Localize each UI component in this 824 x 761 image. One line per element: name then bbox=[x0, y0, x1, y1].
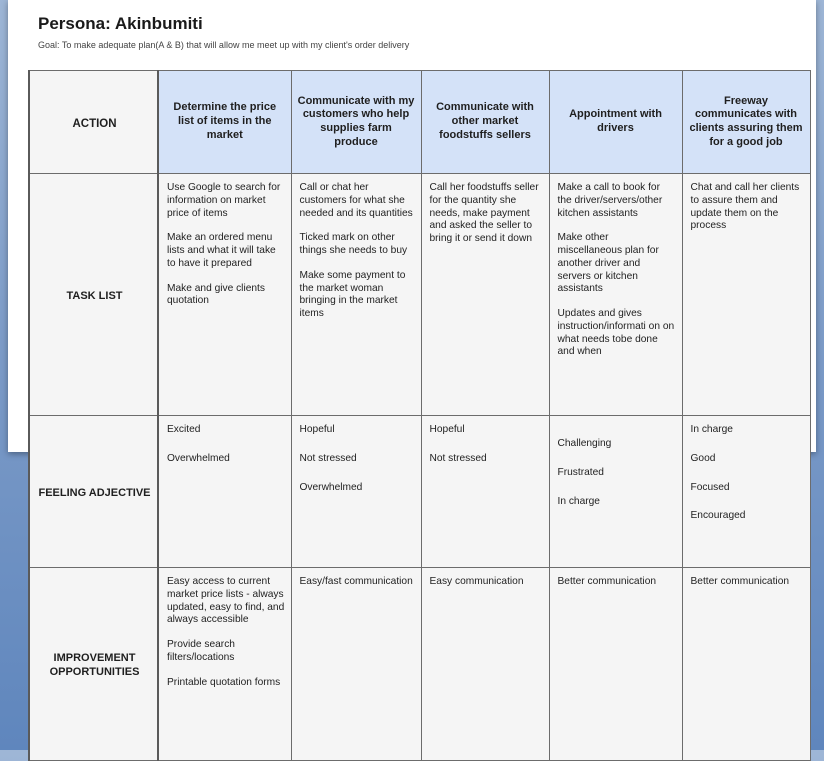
improvement-cell bbox=[158, 568, 291, 761]
feeling-item: Focused bbox=[690, 481, 730, 493]
feeling-item: In charge bbox=[690, 424, 733, 435]
feeling-row bbox=[29, 416, 810, 568]
improvement-item: Provide search filters/locations bbox=[167, 639, 235, 663]
persona-goal: Goal: To make adequate plan(A & B) that will allow me meet up with my client's order delivery bbox=[38, 40, 410, 50]
feeling-cell bbox=[158, 416, 291, 568]
feeling-item: Encouraged bbox=[690, 510, 746, 522]
feeling-item: Hopeful bbox=[299, 424, 335, 435]
column-header: Determine the price list of items in the market bbox=[158, 71, 291, 174]
feeling-cell bbox=[549, 416, 682, 568]
task-cell bbox=[549, 174, 682, 416]
improvement-item: Easy/fast communication bbox=[299, 576, 413, 587]
feeling-item: Hopeful bbox=[429, 424, 465, 435]
improvement-cell bbox=[291, 568, 421, 761]
task-item: Make other miscellaneous plan for another driver and servers or kitchen assistants bbox=[557, 232, 659, 295]
feeling-cell bbox=[682, 416, 810, 568]
action-header: ACTION bbox=[29, 71, 158, 174]
task-item: Make and give clients quotation bbox=[167, 282, 265, 307]
feeling-item: Excited bbox=[167, 424, 201, 435]
feeling-cell bbox=[291, 416, 421, 568]
row-label-improvement: IMPROVEMENT OPPORTUNITIES bbox=[29, 568, 158, 761]
task-cell bbox=[421, 174, 549, 416]
task-item: Ticked mark on other things she needs to buy bbox=[299, 232, 408, 256]
feeling-item: Overwhelmed bbox=[167, 452, 230, 464]
improvement-cell bbox=[549, 568, 682, 761]
improvement-item: Better communication bbox=[690, 576, 790, 587]
improvement-item: Printable quotation forms bbox=[167, 676, 281, 688]
improvement-item: Easy access to current market price lists - always updated, easy to find, and always accessible bbox=[167, 576, 285, 626]
improvement-item: Better communication bbox=[557, 576, 657, 587]
task-list-row bbox=[29, 174, 810, 416]
task-item: Chat and call her clients to assure them and update them on the process bbox=[690, 182, 800, 232]
task-item: Call or chat her customers for what she needed and its quantities bbox=[299, 182, 413, 219]
feeling-item: Not stressed bbox=[299, 452, 357, 464]
task-cell bbox=[682, 174, 810, 416]
task-item: Make a call to book for the driver/servers/other kitchen assistants bbox=[557, 182, 663, 219]
feeling-item: Good bbox=[690, 452, 716, 464]
improvement-cell bbox=[421, 568, 549, 761]
feeling-item: In charge bbox=[557, 495, 600, 507]
row-label-feeling: FEELING ADJECTIVE bbox=[29, 416, 158, 568]
feeling-cell bbox=[421, 416, 549, 568]
task-item: Use Google to search for information on market price of items bbox=[167, 182, 281, 219]
improvement-row bbox=[29, 568, 810, 761]
column-header: Communicate with my customers who help supplies farm produce bbox=[291, 71, 421, 174]
feeling-item: Not stressed bbox=[429, 452, 487, 464]
task-cell bbox=[291, 174, 421, 416]
row-label-task-list: TASK LIST bbox=[29, 174, 158, 416]
task-item: Call her foodstuffs seller for the quantity she needs, make payment and asked the seller to bring it or send it down bbox=[429, 182, 539, 244]
task-item: Make an ordered menu lists and what it will take to have it prepared bbox=[167, 232, 276, 269]
task-cell bbox=[158, 174, 291, 416]
task-item: Updates and gives instruction/informati on on what needs tobe done and when bbox=[557, 308, 675, 358]
feeling-item: Frustrated bbox=[557, 466, 604, 478]
journey-map-table bbox=[28, 70, 811, 761]
improvement-cell bbox=[682, 568, 810, 761]
task-item: Make some payment to the market woman bringing in the market items bbox=[299, 269, 406, 319]
feeling-item: Challenging bbox=[557, 438, 612, 449]
improvement-item: Easy communication bbox=[429, 576, 524, 587]
column-header: Freeway communicates with clients assuring them for a good job bbox=[682, 71, 810, 174]
column-header: Appointment with drivers bbox=[549, 71, 682, 174]
column-header: Communicate with other market foodstuffs sellers bbox=[421, 71, 549, 174]
persona-title: Persona: Akinbumiti bbox=[38, 14, 203, 33]
feeling-item: Overwhelmed bbox=[299, 481, 363, 493]
header-row bbox=[29, 71, 810, 174]
